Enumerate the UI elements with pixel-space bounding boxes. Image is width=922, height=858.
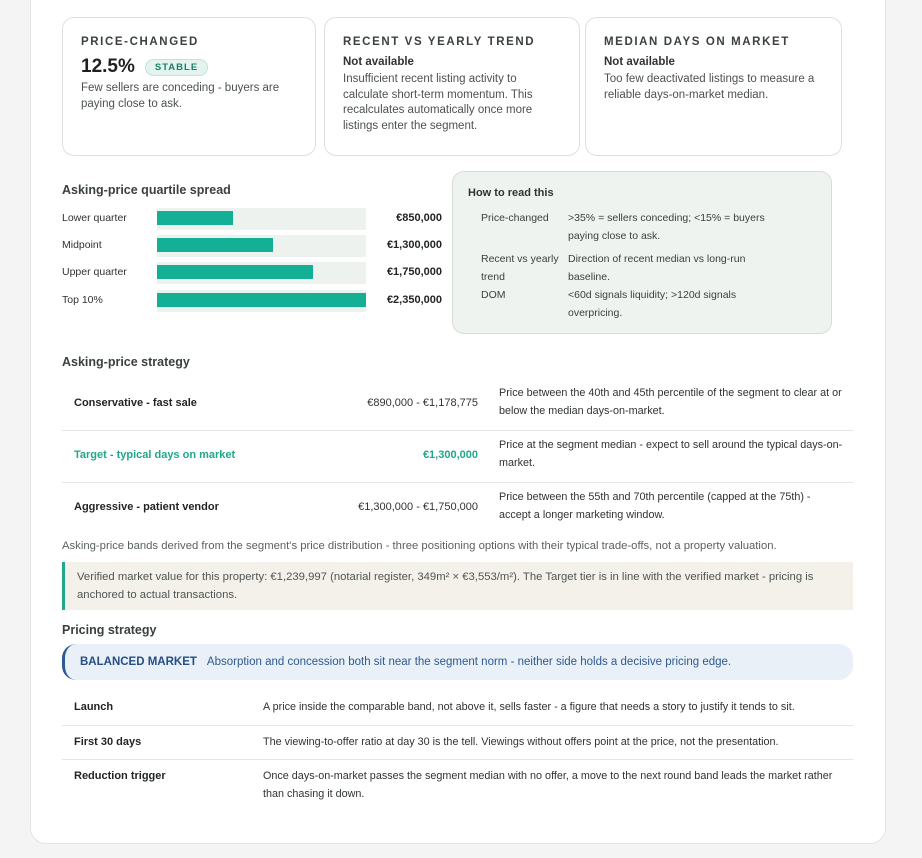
strategy-name: Conservative - fast sale [74,397,197,409]
quartile-row [62,290,442,312]
quartile-value: €2,350,000 [386,294,442,306]
strategy-description: Price between the 55th and 70th percentile (capped at the 75th) - accept a longer marketing window. [499,491,811,521]
how-to-read-panel [452,171,832,334]
legend-value: <60d signals liquidity; >120d signals overpricing. [568,289,737,319]
kpi-description: Insufficient recent listing activity to calculate short-term momentum. This recalculates automatically once more listings enter the segment. [343,73,533,132]
market-condition-text: Absorption and concession both sit near the segment norm - neither side holds a decisive pricing edge. [206,656,732,668]
quartile-bar-track [157,208,366,230]
strategy-price: €1,300,000 [422,449,478,461]
kpi-description: Too few deactivated listings to measure a reliable days-on-market median. [604,73,815,101]
pricing-row-launch [62,690,853,726]
kpi-not-available: Not available [343,56,414,68]
strategy-row-conservative [62,379,853,431]
quartile-section-title: Asking-price quartile spread [62,183,231,197]
strategy-price: €1,300,000 - €1,750,000 [358,501,478,513]
kpi-description: Few sellers are conceding - buyers are paying close to ask. [81,82,280,110]
pricing-row-reduction-trigger [62,760,853,808]
legend-key: Recent vs yearly trend [481,253,559,283]
legend-value: Direction of recent median vs long-run baseline. [568,253,746,283]
pricing-phase: Launch [74,701,114,713]
quartile-label: Lower quarter [62,212,127,224]
legend-key: Price-changed [481,212,549,224]
how-to-read-title: How to read this [468,187,554,199]
kpi-price-changed [62,17,316,156]
strategy-price: €890,000 - €1,178,775 [367,397,478,409]
market-condition-label: BALANCED MARKET [80,656,197,668]
kpi-title: PRICE-CHANGED [81,36,199,48]
quartile-bar [157,265,313,279]
quartile-bar [157,211,233,225]
quartile-bar [157,293,366,307]
kpi-value: 12.5% [81,56,135,77]
pricing-description: A price inside the comparable band, not above it, sells faster - a figure that needs a story to justify it tends to sit. [263,701,795,713]
pricing-description: Once days-on-market passes the segment median with no offer, a move to the next round band leads the market rather than chasing it down. [263,770,833,800]
strategy-row-target [62,431,853,483]
kpi-median-days-on-market [585,17,842,156]
strategy-description: Price at the segment median - expect to sell around the typical days-on-market. [499,439,843,469]
legend-value: >35% = sellers conceding; <15% = buyers paying close to ask. [568,212,765,242]
kpi-recent-vs-yearly-trend [324,17,580,156]
pricing-phase: Reduction trigger [74,770,166,782]
kpi-title: RECENT VS YEARLY TREND [343,36,536,48]
quartile-bar-track [157,290,366,312]
strategy-footnote: Asking-price bands derived from the segment's price distribution - three positioning options with their typical trade-offs, not a property valuation. [62,540,777,552]
quartile-bar [157,238,273,252]
quartile-value: €850,000 [396,212,442,224]
status-badge: STABLE [145,59,208,76]
quartile-label: Top 10% [62,294,103,306]
strategy-section-title: Asking-price strategy [62,355,190,369]
market-condition-banner [62,644,853,680]
kpi-not-available: Not available [604,56,675,68]
pricing-description: The viewing-to-offer ratio at day 30 is the tell. Viewings without offers point at the price, not the presentation. [263,736,779,748]
quartile-bar-track [157,235,366,257]
legend-key: DOM [481,289,506,301]
pricing-row-first-30-days [62,726,853,760]
strategy-name: Aggressive - patient vendor [74,501,219,513]
quartile-label: Midpoint [62,239,102,251]
kpi-title: MEDIAN DAYS ON MARKET [604,36,790,48]
strategy-description: Price between the 40th and 45th percentile of the segment to clear at or below the median days-on-market. [499,387,842,417]
quartile-label: Upper quarter [62,266,127,278]
quartile-row [62,235,442,257]
strategy-row-aggressive [62,483,853,533]
quartile-bar-track [157,262,366,284]
quartile-value: €1,750,000 [386,266,442,278]
pricing-phase: First 30 days [74,736,142,748]
quartile-value: €1,300,000 [386,239,442,251]
pricing-section-title: Pricing strategy [62,623,157,637]
quartile-row [62,262,442,284]
verified-value-callout: Verified market value for this property: €1,239,997 (notarial register, 349m² × €3,553/m²). The Target tier is in line with the verified market - pricing is anchored to actual transactions. [62,562,853,610]
quartile-row [62,208,442,230]
strategy-name: Target - typical days on market [74,449,236,461]
